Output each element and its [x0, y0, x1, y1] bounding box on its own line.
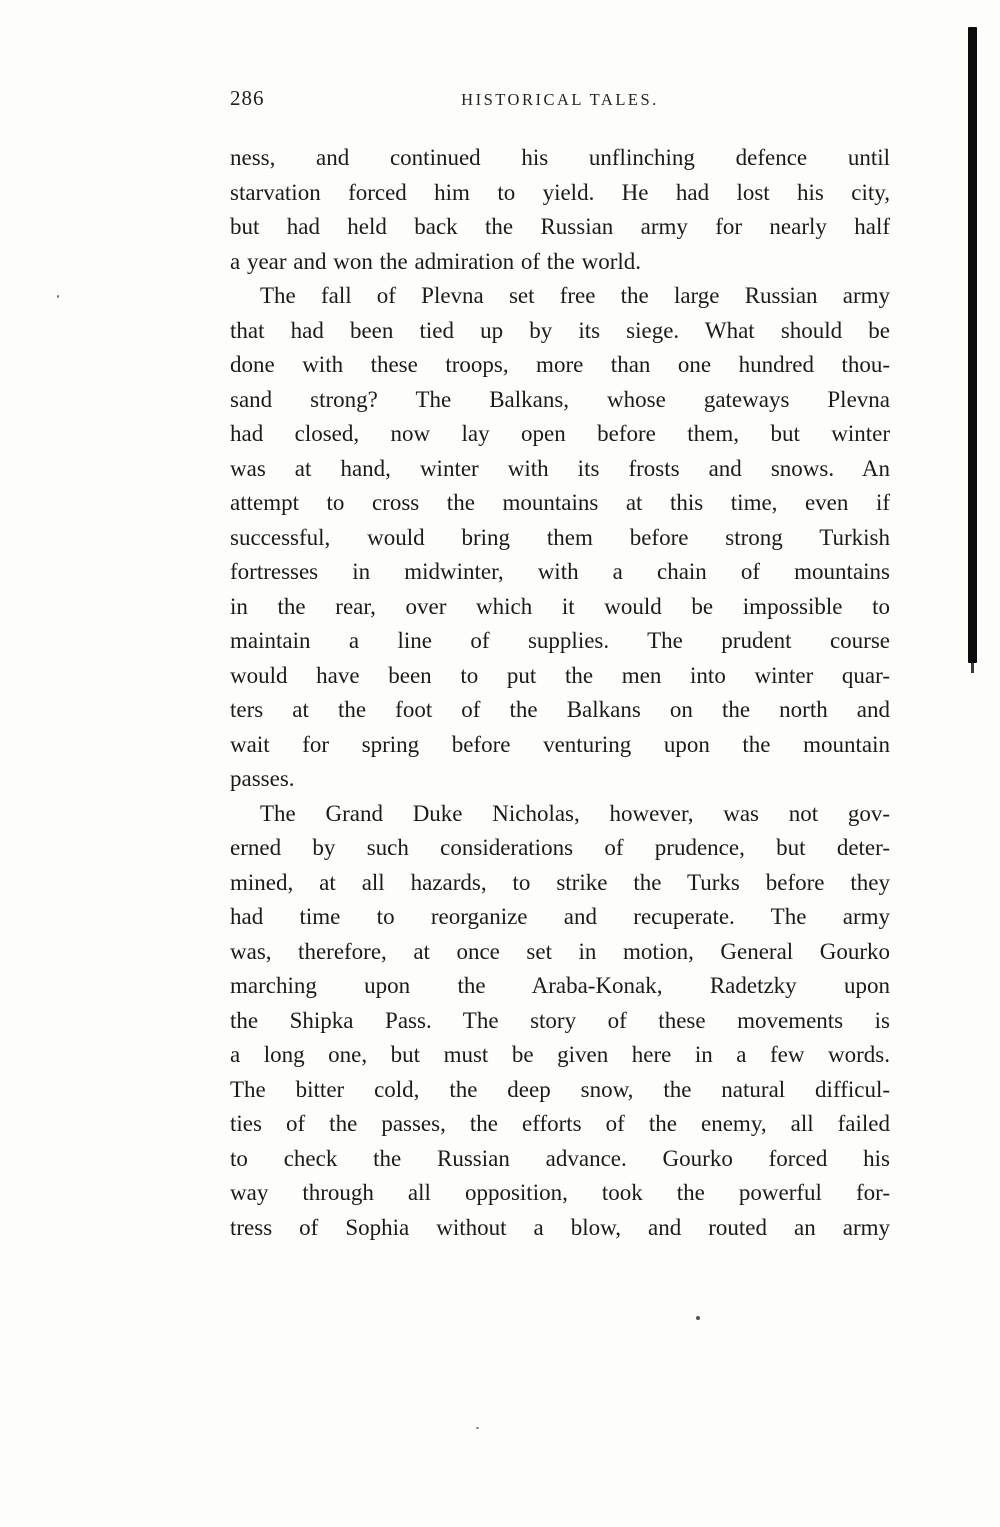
text-line: mined, at all hazards, to strike the Turks before they [230, 869, 890, 895]
text-line: to check the Russian advance. Gourko forced his [230, 1145, 890, 1171]
scan-artifact-bar-tail [971, 663, 974, 673]
text-line: passes. [230, 766, 295, 791]
text-line: was, therefore, at once set in motion, General Gourko [230, 938, 890, 964]
text-line: fortresses in midwinter, with a chain of mountains [230, 559, 890, 584]
scan-speck [696, 1316, 700, 1320]
text-line: successful, would bring them before strong Turkish [230, 524, 890, 550]
text-line: sand strong? The Balkans, whose gateways Plevna [230, 386, 890, 412]
text-line: starvation forced him to yield. He had lost his city, [230, 179, 890, 205]
text-line: way through all opposition, took the powerful for- [230, 1180, 890, 1205]
text-line: a year and won the admiration of the world. [230, 248, 642, 274]
text-line: ness, and continued his unflinching defence until [230, 145, 890, 170]
text-line: the Shipka Pass. The story of these movements is [230, 1007, 890, 1033]
text-line: marching upon the Araba-Konak, Radetzky upon [230, 973, 890, 998]
text-line: wait for spring before venturing upon the mountain [230, 731, 890, 757]
scan-speck [476, 1427, 479, 1429]
text-line: erned by such considerations of prudence, but deter- [230, 835, 890, 860]
text-line: had closed, now lay open before them, but winter [230, 421, 890, 446]
text-line: that had been tied up by its siege. What should be [230, 317, 890, 343]
page-number: 286 [230, 86, 265, 110]
text-line: ters at the foot of the Balkans on the north and [230, 697, 890, 722]
text-line: was at hand, winter with its frosts and snows. An [230, 455, 890, 481]
text-line: The fall of Plevna set free the large Russian army [260, 283, 890, 308]
text-line: attempt to cross the mountains at this time, even if [230, 490, 890, 515]
body-text [230, 141, 890, 1245]
text-line: had time to reorganize and recuperate. The army [230, 904, 890, 929]
text-line: maintain a line of supplies. The prudent course [230, 628, 890, 653]
running-header: HISTORICAL TALES. [461, 90, 659, 109]
text-line: done with these troops, more than one hundred thou- [230, 352, 890, 377]
text-line: in the rear, over which it would be impossible to [230, 593, 890, 619]
text-line: ties of the passes, the efforts of the enemy, all failed [230, 1111, 890, 1136]
scan-speck [57, 295, 59, 298]
text-line: would have been to put the men into winter quar- [230, 662, 890, 688]
text-line: a long one, but must be given here in a few words. [230, 1042, 890, 1067]
text-line: tress of Sophia without a blow, and routed an army [230, 1214, 890, 1240]
text-line: The bitter cold, the deep snow, the natural difficul- [230, 1076, 890, 1102]
text-line: but had held back the Russian army for nearly half [230, 214, 890, 239]
scan-artifact-bar [968, 27, 977, 663]
text-line: The Grand Duke Nicholas, however, was not gov- [260, 800, 890, 826]
